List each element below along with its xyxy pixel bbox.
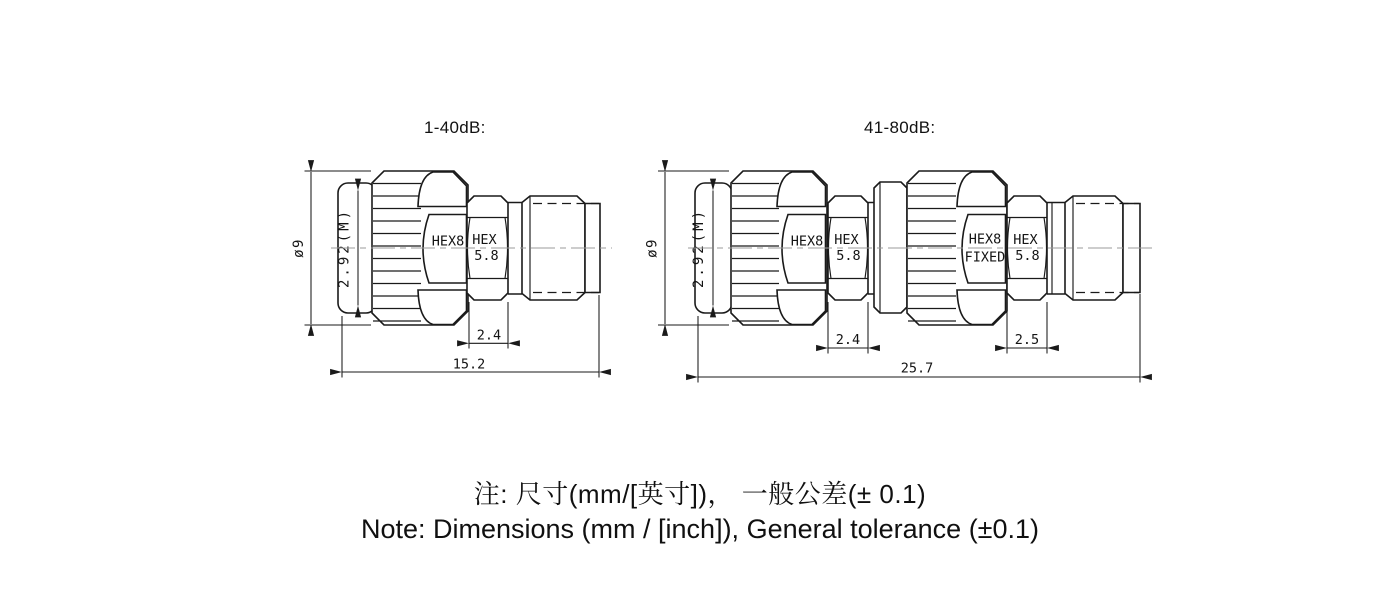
drawing-41-80db xyxy=(645,118,1156,383)
nut2-fixed-label: FIXED xyxy=(964,249,1006,266)
hex58-2-label-line2: 5.8 xyxy=(1015,248,1040,264)
hex58-label-line1: HEX xyxy=(472,232,497,248)
drawing1-title: 1-40dB: xyxy=(424,118,486,137)
nut-hex-label: HEX8 xyxy=(431,233,465,250)
nut-facet-bottom xyxy=(418,290,467,325)
hex58-label-line2: 5.8 xyxy=(474,248,499,264)
interface-label: 2.92(M) xyxy=(336,207,353,289)
interface-label: 2.92(M) xyxy=(691,207,707,289)
note-line-chinese: 注: 尺寸(mm/[英寸])， 一般公差(± 0.1) xyxy=(473,479,927,509)
hex58-1-label-line1: HEX xyxy=(834,232,859,248)
nut1-hex-label: HEX8 xyxy=(790,233,824,250)
hex58-1-label-line2: 5.8 xyxy=(836,248,861,264)
dim25-value: 2.5 xyxy=(1014,332,1040,348)
nut2-hex-label: HEX8 xyxy=(968,231,1002,248)
tolerance-note xyxy=(0,478,1400,547)
dim257-value: 25.7 xyxy=(900,360,934,377)
drawing2-title: 41-80dB: xyxy=(864,118,936,137)
dim24-value: 2.4 xyxy=(835,332,861,348)
dia-label: ø9 xyxy=(291,238,307,258)
nut2-facet-bottom xyxy=(957,290,1006,325)
dia-label: ø9 xyxy=(644,238,661,258)
note-line-english: Note: Dimensions (mm / [inch]), General tolerance (±0.1) xyxy=(360,514,1040,544)
hex58-2-label-line1: HEX xyxy=(1013,232,1038,248)
dim24-value: 2.4 xyxy=(476,327,502,344)
drawing-1-40db xyxy=(291,118,612,378)
nut1-facet-bottom xyxy=(777,290,826,325)
dim152-value: 15.2 xyxy=(452,356,486,373)
